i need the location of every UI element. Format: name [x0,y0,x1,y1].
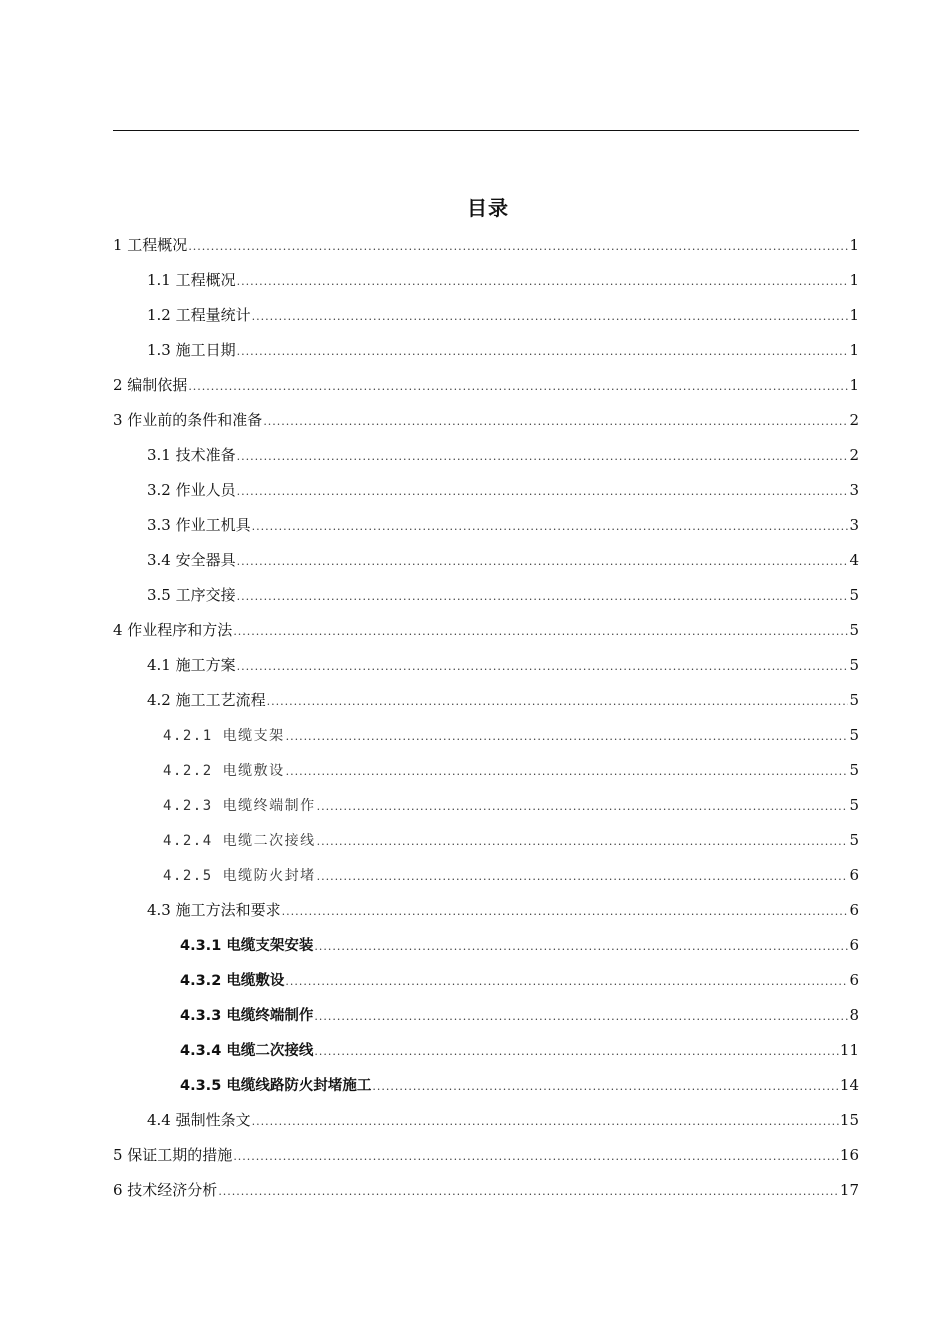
toc-page-number: 8 [849,1006,859,1024]
toc-entry[interactable] [113,1002,859,1028]
toc-page-number: 1 [849,271,859,289]
toc-entry[interactable] [113,477,859,503]
toc-page-number: 5 [849,796,859,814]
toc-entry-label: 1.3 施工日期 [147,341,236,359]
toc-entry-label: 1.2 工程量统计 [147,306,251,324]
toc-entry-label: 3.2 作业人员 [147,481,236,499]
toc-entry[interactable] [113,302,859,328]
toc-entry[interactable] [113,617,859,643]
dot-leader [233,619,848,645]
toc-entry-label: 1.1 工程概况 [147,271,236,289]
toc-entry[interactable] [113,372,859,398]
toc-entry[interactable] [113,1142,859,1168]
toc-entry-label: 4.2.1 电缆支架 [163,728,285,744]
toc-entry[interactable] [113,512,859,538]
dot-leader [237,339,849,365]
toc-entry-label: 4.1 施工方案 [147,656,236,674]
dot-leader [237,269,849,295]
toc-page-number: 15 [839,1111,859,1129]
toc-entry-label: 3.4 安全器具 [147,551,236,569]
toc-page-number: 6 [849,971,859,989]
toc-entry-label: 5 保证工期的措施 [113,1146,233,1164]
toc-page-number: 1 [849,236,859,254]
dot-leader [252,514,849,540]
toc-entry[interactable] [113,757,859,783]
toc-page-number: 1 [849,376,859,394]
toc-entry-label: 4.2.2 电缆敷设 [163,763,285,779]
toc-entry[interactable] [113,267,859,293]
toc-entry[interactable] [113,687,859,713]
toc-entry[interactable] [113,1107,859,1133]
toc-page-number: 5 [849,621,859,639]
dot-leader [218,1179,839,1205]
toc-entry[interactable] [113,722,859,748]
toc-page-number: 2 [849,446,859,464]
toc-entry[interactable] [113,792,859,818]
toc-entry-label: 4.2.3 电缆终端制作 [163,798,316,814]
dot-leader [286,759,849,785]
toc-entry-label: 4.3.4 电缆二次接线 [180,1043,314,1059]
dot-leader [237,479,849,505]
toc-entry-label: 4 作业程序和方法 [113,621,233,639]
dot-leader [317,794,849,820]
toc-page-number: 2 [849,411,859,429]
toc-entry[interactable] [113,547,859,573]
dot-leader [188,374,848,400]
dot-leader [372,1074,839,1100]
toc-page-number: 5 [849,691,859,709]
toc-entry[interactable] [113,337,859,363]
toc-page-number: 14 [839,1076,859,1094]
toc-entry[interactable] [113,652,859,678]
toc-entry-label: 4.3 施工方法和要求 [147,901,281,919]
toc-entry-label: 4.2.5 电缆防火封堵 [163,868,316,884]
toc-entry-label: 1 工程概况 [113,236,188,254]
toc-page-number: 16 [839,1146,859,1164]
dot-leader [286,724,849,750]
dot-leader [237,549,849,575]
toc-entry-label: 4.3.5 电缆线路防火封堵施工 [180,1078,372,1094]
toc-page-number: 5 [849,656,859,674]
toc-entry[interactable] [113,932,859,958]
toc-page-number: 5 [849,761,859,779]
dot-leader [237,654,849,680]
toc-page-number: 1 [849,341,859,359]
toc-page-number: 6 [849,866,859,884]
dot-leader [267,689,849,715]
toc-page-number: 11 [839,1041,859,1059]
toc-page-number: 5 [849,586,859,604]
toc-entry-label: 4.3.3 电缆终端制作 [180,1008,314,1024]
dot-leader [314,1004,848,1030]
dot-leader [282,899,849,925]
toc-page-number: 6 [849,901,859,919]
dot-leader [317,829,849,855]
toc-title: 目录 [467,196,509,220]
toc-entry[interactable] [113,862,859,888]
dot-leader [263,409,848,435]
toc-entry[interactable] [113,1037,859,1063]
dot-leader [314,1039,839,1065]
toc-entry-label: 4.4 强制性条文 [147,1111,251,1129]
toc-entry-label: 3 作业前的条件和准备 [113,411,263,429]
toc-entry-label: 3.5 工序交接 [147,586,236,604]
toc-entry[interactable] [113,827,859,853]
toc-entry[interactable] [113,407,859,433]
toc-entry-label: 3.1 技术准备 [147,446,236,464]
toc-entry-label: 6 技术经济分析 [113,1181,218,1199]
dot-leader [317,864,849,890]
dot-leader [237,444,849,470]
toc-page-number: 5 [849,831,859,849]
toc-page-number: 3 [849,516,859,534]
toc-entry-label: 4.2 施工工艺流程 [147,691,266,709]
toc-entry[interactable] [113,967,859,993]
dot-leader [252,1109,839,1135]
toc-page-number: 5 [849,726,859,744]
toc-page-number: 1 [849,306,859,324]
dot-leader [252,304,849,330]
toc-entry[interactable] [113,582,859,608]
toc-entry-label: 4.3.2 电缆敷设 [180,973,285,989]
toc-entry[interactable] [113,897,859,923]
toc-page-number: 6 [849,936,859,954]
dot-leader [314,934,848,960]
header-rule [113,130,859,131]
toc-entry[interactable] [113,1177,859,1203]
toc-entry-label: 4.2.4 电缆二次接线 [163,833,316,849]
toc-entry[interactable] [113,1072,859,1098]
toc-entry-label: 4.3.1 电缆支架安装 [180,938,314,954]
toc-entry[interactable] [113,232,859,258]
toc-page-number: 3 [849,481,859,499]
dot-leader [188,234,848,260]
toc-entry[interactable] [113,442,859,468]
dot-leader [233,1144,839,1170]
dot-leader [237,584,849,610]
toc-page-number: 4 [849,551,859,569]
toc-entry-label: 2 编制依据 [113,376,188,394]
toc-entry-label: 3.3 作业工机具 [147,516,251,534]
dot-leader [285,969,848,995]
toc-page-number: 17 [839,1181,859,1199]
